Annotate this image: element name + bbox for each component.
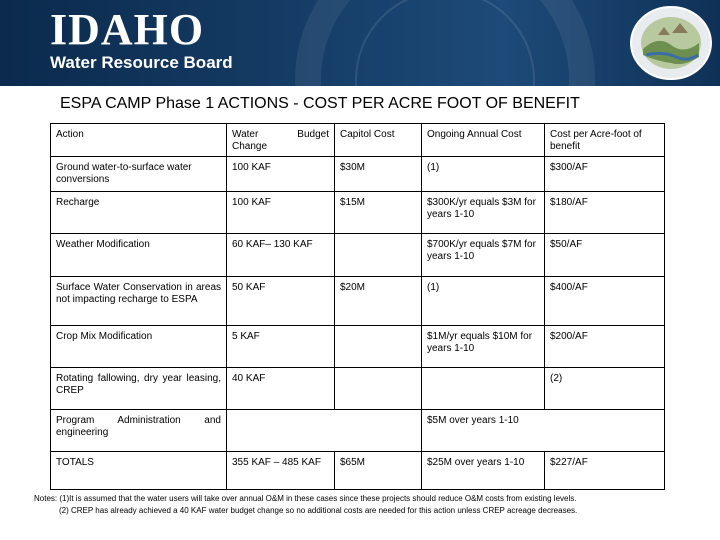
- cell-ongoing: $1M/yr equals $10M for years 1-10: [422, 326, 545, 368]
- cell-ongoing: $700K/yr equals $7M for years 1-10: [422, 234, 545, 277]
- cell-budget: 100 KAF: [227, 192, 335, 234]
- cell-cost-af: $50/AF: [545, 234, 665, 277]
- cell-budget: 50 KAF: [227, 277, 335, 326]
- cell-ongoing: (1): [422, 277, 545, 326]
- cell-capital: $65M: [335, 452, 422, 490]
- cell-action: Recharge: [51, 192, 227, 234]
- logo-title: IDAHO: [50, 5, 205, 54]
- table-row: [51, 368, 665, 410]
- table-row: [51, 192, 665, 234]
- cell-capital: [335, 234, 422, 277]
- cell-capital: [335, 368, 422, 410]
- header-banner: [0, 0, 720, 86]
- cell-capital: $15M: [335, 192, 422, 234]
- cell-action: Program Administration and engineering: [51, 410, 227, 452]
- header-capital-cost: Capitol Cost: [335, 124, 422, 157]
- cell-cost-af: $300/AF: [545, 157, 665, 192]
- cell-action: Rotating fallowing, dry year leasing, CREP: [51, 368, 227, 410]
- footnotes: [34, 493, 694, 517]
- table-row-totals: [51, 452, 665, 490]
- cell-budget: 60 KAF– 130 KAF: [227, 234, 335, 277]
- table-row: [51, 234, 665, 277]
- footnote-2: (2) CREP has already achieved a 40 KAF water budget change so no additional costs are needed for this action unless CREP acreage decreases.: [59, 506, 578, 515]
- table-row: [51, 157, 665, 192]
- table-row: [51, 410, 665, 452]
- cell-budget: 355 KAF – 485 KAF: [227, 452, 335, 490]
- header-ongoing-cost: Ongoing Annual Cost: [422, 124, 545, 157]
- cell-action: Ground water-to-surface water conversions: [51, 157, 227, 192]
- header-water-budget: Water Budget Change: [227, 124, 335, 157]
- cell-capital: $30M: [335, 157, 422, 192]
- cell-cost-af: (2): [545, 368, 665, 410]
- page-title: ESPA CAMP Phase 1 ACTIONS - COST PER ACRE FOOT OF BENEFIT: [60, 95, 580, 112]
- footnote-1: Notes: (1)It is assumed that the water users will take over annual O&M in these cases since these projects should reduce O&M costs from existing levels.: [34, 494, 577, 503]
- cell-capital: [335, 326, 422, 368]
- cell-action: Surface Water Conservation in areas not impacting recharge to ESPA: [51, 277, 227, 326]
- cell-ongoing: (1): [422, 157, 545, 192]
- table-row: [51, 326, 665, 368]
- cell-budget: 100 KAF: [227, 157, 335, 192]
- cell-action: Weather Modification: [51, 234, 227, 277]
- water-board-badge-icon: [628, 5, 714, 81]
- header-cost-per-af: Cost per Acre-foot of benefit: [545, 124, 665, 157]
- cell-cost-af: $200/AF: [545, 326, 665, 368]
- cell-ongoing-span: $5M over years 1-10: [422, 410, 665, 452]
- cell-ongoing: [422, 368, 545, 410]
- cell-budget: 40 KAF: [227, 368, 335, 410]
- table-header-row: [51, 124, 665, 157]
- cell-capital: $20M: [335, 277, 422, 326]
- cell-action: TOTALS: [51, 452, 227, 490]
- cost-table: [50, 123, 665, 490]
- cell-action: Crop Mix Modification: [51, 326, 227, 368]
- cell-cost-af: $227/AF: [545, 452, 665, 490]
- cell-cost-af: $400/AF: [545, 277, 665, 326]
- logo-subtitle: Water Resource Board: [50, 53, 233, 72]
- table-row: [51, 277, 665, 326]
- cell-cost-af: $180/AF: [545, 192, 665, 234]
- cell-budget: 5 KAF: [227, 326, 335, 368]
- cell-ongoing: $300K/yr equals $3M for years 1-10: [422, 192, 545, 234]
- cell-empty: [227, 410, 422, 452]
- header-action: Action: [51, 124, 227, 157]
- cell-ongoing: $25M over years 1-10: [422, 452, 545, 490]
